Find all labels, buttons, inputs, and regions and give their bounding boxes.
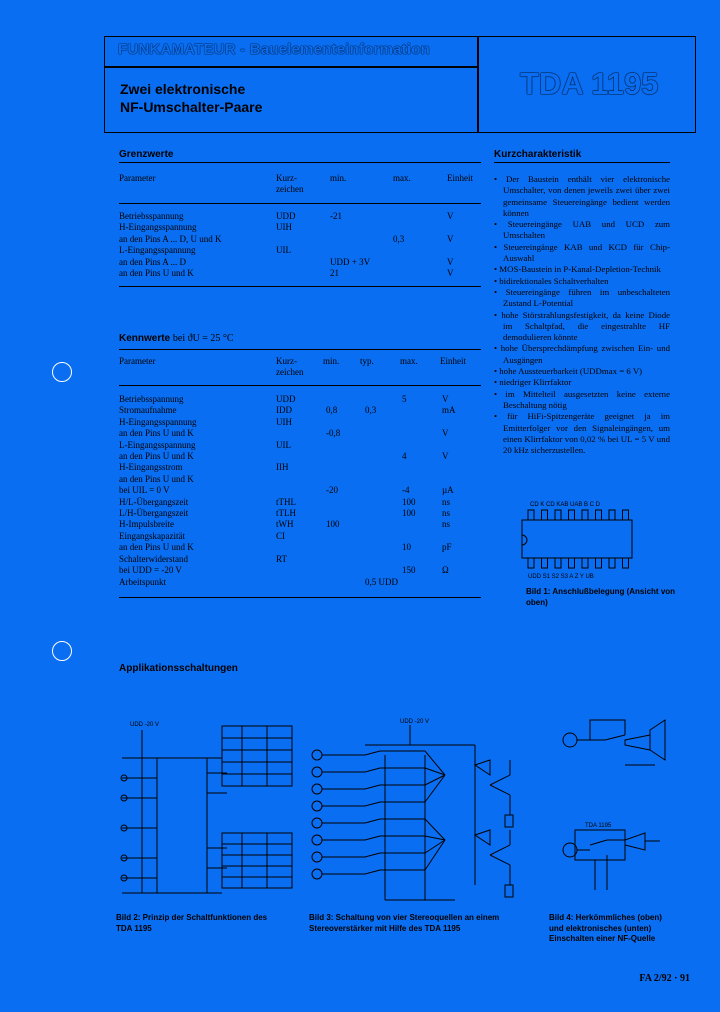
kennwerte-min: 0,8 -0,8 -20 100 bbox=[326, 405, 341, 530]
kurz-heading: Kurzcharakteristik bbox=[494, 149, 670, 163]
kennwerte-rule bbox=[119, 385, 481, 386]
ic-pin bbox=[582, 558, 588, 568]
fig3-supply-label: UDD -20 V bbox=[400, 719, 430, 725]
ic-pin bbox=[555, 558, 561, 568]
kurz-bullet: • Der Baustein enthält vier elektronische Umschalter, von denen jeweils zwei über zwei gemeinsame Steuereingänge bedient werden können bbox=[494, 174, 670, 218]
kurz-bullet: • bidirektionales Schaltverhalten bbox=[494, 275, 609, 286]
ic-pin bbox=[609, 558, 615, 568]
kennwerte-unit: V mA V V µA ns ns ns pF Ω bbox=[442, 394, 456, 576]
ic-pin bbox=[582, 510, 588, 520]
kurz-bullet: • niedriger Klirrfaktor bbox=[494, 377, 572, 388]
ic-pin bbox=[528, 558, 534, 568]
grenzwerte-end-rule bbox=[119, 286, 481, 287]
document-title: Zwei elektronische NF-Umschalter-Paare bbox=[120, 81, 263, 115]
ic-pin bbox=[542, 558, 548, 568]
signal-line bbox=[322, 819, 445, 840]
kennwerte-end-rule bbox=[119, 597, 481, 598]
kurz-bullet: • Steuereingänge führen im unbeschalteten Zustand L-Potential bbox=[494, 286, 670, 309]
app-heading: Applikationsschaltungen bbox=[119, 663, 238, 674]
kennwerte-symbols: UDD IDD UIH UIL IIH tTHL tTLH tWH CI RT bbox=[276, 394, 296, 564]
ic-pin bbox=[528, 510, 534, 520]
ic-pin bbox=[623, 510, 629, 520]
signal-line bbox=[322, 751, 445, 775]
ic-pin bbox=[569, 558, 575, 568]
kennwerte-header-param: Parameter bbox=[119, 356, 156, 366]
signal-source bbox=[312, 818, 322, 828]
grenzwerte-header-symbol: Kurz- zeichen bbox=[276, 173, 304, 195]
kurz-bullet: • für HiFi-Spitzengeräte geeignet ja im Emitterfolger vor den Signaleingängen, um einen Klirrfaktor von 0,02 % bei UL = 5 V und 20 kHz sicherzustellen. bbox=[494, 411, 670, 456]
pinout-bottom-labels: UDD S1 S2 S3 A Z Y UB bbox=[528, 574, 594, 580]
kurz-bullet: • hohe Aussteuerbarkeit (UDDmax = 6 V) bbox=[494, 366, 643, 377]
kurz-bullet-list bbox=[494, 174, 670, 456]
grenzwerte-header-max: max. bbox=[393, 173, 411, 183]
kennwerte-top-rule bbox=[119, 349, 481, 350]
signal-source bbox=[312, 750, 322, 760]
fig2-supply-label: UDD -20 V bbox=[130, 722, 160, 728]
kennwerte-header-max: max. bbox=[400, 356, 418, 366]
fig4-caption: Bild 4: Herkömmliches (oben) und elektronisches (unten) Einschalten einer NF-Quelle bbox=[549, 913, 662, 943]
ic-pin bbox=[542, 510, 548, 520]
signal-line bbox=[322, 775, 445, 806]
signal-source bbox=[312, 767, 322, 777]
kurz-bullet: • im Mittelteil ausgesetzten keine externe Beschaltung nötig bbox=[494, 388, 670, 410]
ic-body bbox=[522, 520, 632, 558]
kennwerte-header-symbol: Kurz- zeichen bbox=[276, 356, 304, 378]
grenzwerte-min: -21 UDD + 3V 21 bbox=[330, 211, 371, 279]
signal-source bbox=[312, 784, 322, 794]
kennwerte-max: 5 4 -4 100 100 10 150 bbox=[402, 394, 416, 576]
grenzwerte-params: Betriebsspannung H-Eingangsspannung an den Pins A ... D, U und K L-Eingangsspannung an den Pins A ... D an den Pins U und K bbox=[119, 211, 222, 279]
grenzwerte-symbols: UDD UIH UIL bbox=[276, 211, 296, 256]
signal-line bbox=[322, 775, 445, 789]
grenzwerte-heading: Grenzwerte bbox=[119, 149, 481, 163]
kennwerte-heading: Kennwerte bei ϑU = 25 °C bbox=[119, 333, 234, 344]
circuit-fig3 bbox=[305, 715, 530, 905]
kurz-bullet: • hohe Übersprechdämpfung zwischen Ein- und Ausgängen bbox=[494, 343, 670, 365]
ic-notch bbox=[522, 535, 527, 545]
fig4-chip-label: TDA 1195 bbox=[585, 823, 612, 829]
kurz-bullet: • MOS-Baustein in P-Kanal-Depletion-Technik bbox=[494, 264, 661, 275]
grenzwerte-max: 0,3 bbox=[393, 233, 405, 244]
ic-pin bbox=[596, 558, 602, 568]
ic-pin bbox=[623, 558, 629, 568]
signal-source bbox=[312, 801, 322, 811]
grenzwerte-header-param: Parameter bbox=[119, 173, 156, 183]
grenzwerte-header-unit: Einheit bbox=[447, 173, 473, 183]
kennwerte-header-min: min. bbox=[323, 356, 340, 366]
binder-hole-top bbox=[52, 362, 72, 382]
circuit-fig4 bbox=[545, 705, 675, 905]
signal-source bbox=[312, 835, 322, 845]
pinout-diagram bbox=[512, 498, 642, 582]
signal-source bbox=[312, 869, 322, 879]
kurz-bullet: • Steuereingänge KAB und KCD für Chip-Auswahl bbox=[494, 241, 670, 264]
binder-hole-bottom bbox=[52, 641, 72, 661]
kurz-bullet: • hohe Störstrahlungsfestigkeit, da keine Diode im Schaltpfad, die eingestrahlte HF demodulieren könnte bbox=[494, 309, 670, 343]
ic-pin bbox=[609, 510, 615, 520]
kennwerte-typ: 0,3 0,5 UDD bbox=[365, 405, 398, 587]
signal-line bbox=[322, 836, 445, 840]
pinout-caption: Bild 1: Anschlußbelegung (Ansicht von oben) bbox=[526, 587, 676, 607]
fig2-caption: Bild 2: Prinzip der Schaltfunktionen des TDA 1195 bbox=[116, 913, 268, 933]
ic-pin bbox=[569, 510, 575, 520]
grenzwerte-header-min: min. bbox=[330, 173, 347, 183]
signal-line bbox=[322, 768, 445, 775]
kennwerte-header-typ: typ. bbox=[360, 356, 374, 366]
signal-line bbox=[322, 840, 445, 857]
fig3-caption: Bild 3: Schaltung von vier Stereoquellen an einem Stereoverstärker mit Hilfe des TDA 1195 bbox=[309, 913, 500, 933]
chip-name: TDA 1195 bbox=[520, 66, 659, 101]
brand-title: FUNKAMATEUR - Bauelementeinformation bbox=[118, 41, 430, 58]
signal-source bbox=[312, 852, 322, 862]
ic-pin bbox=[596, 510, 602, 520]
grenzwerte-unit: V V V V bbox=[447, 211, 454, 279]
kennwerte-params: Betriebsspannung Stromaufnahme H-Eingangsspannung an den Pins U und K L-Eingangsspannung an den Pins U und K H-Eingangsstrom an den Pins U und K bei UIL = 0 V H/L-Übergangszeit L/H-Übergangszeit H-Impulsbreite Eingangskapazität an den Pins U und K Schalterwiderstand bei UDD = -20 V Arbeitspunkt bbox=[119, 394, 197, 587]
page-footer: FA 2/92 · 91 bbox=[639, 973, 690, 984]
ic-pin bbox=[555, 510, 561, 520]
kurz-bullet: • Steuereingänge UAB und UCD zum Umschalten bbox=[494, 219, 670, 241]
grenzwerte-rule bbox=[119, 203, 481, 204]
circuit-fig2 bbox=[112, 718, 302, 903]
kennwerte-header-unit: Einheit bbox=[440, 356, 466, 366]
pinout-top-labels: CD K CD KAB UAB B C D bbox=[530, 502, 601, 508]
